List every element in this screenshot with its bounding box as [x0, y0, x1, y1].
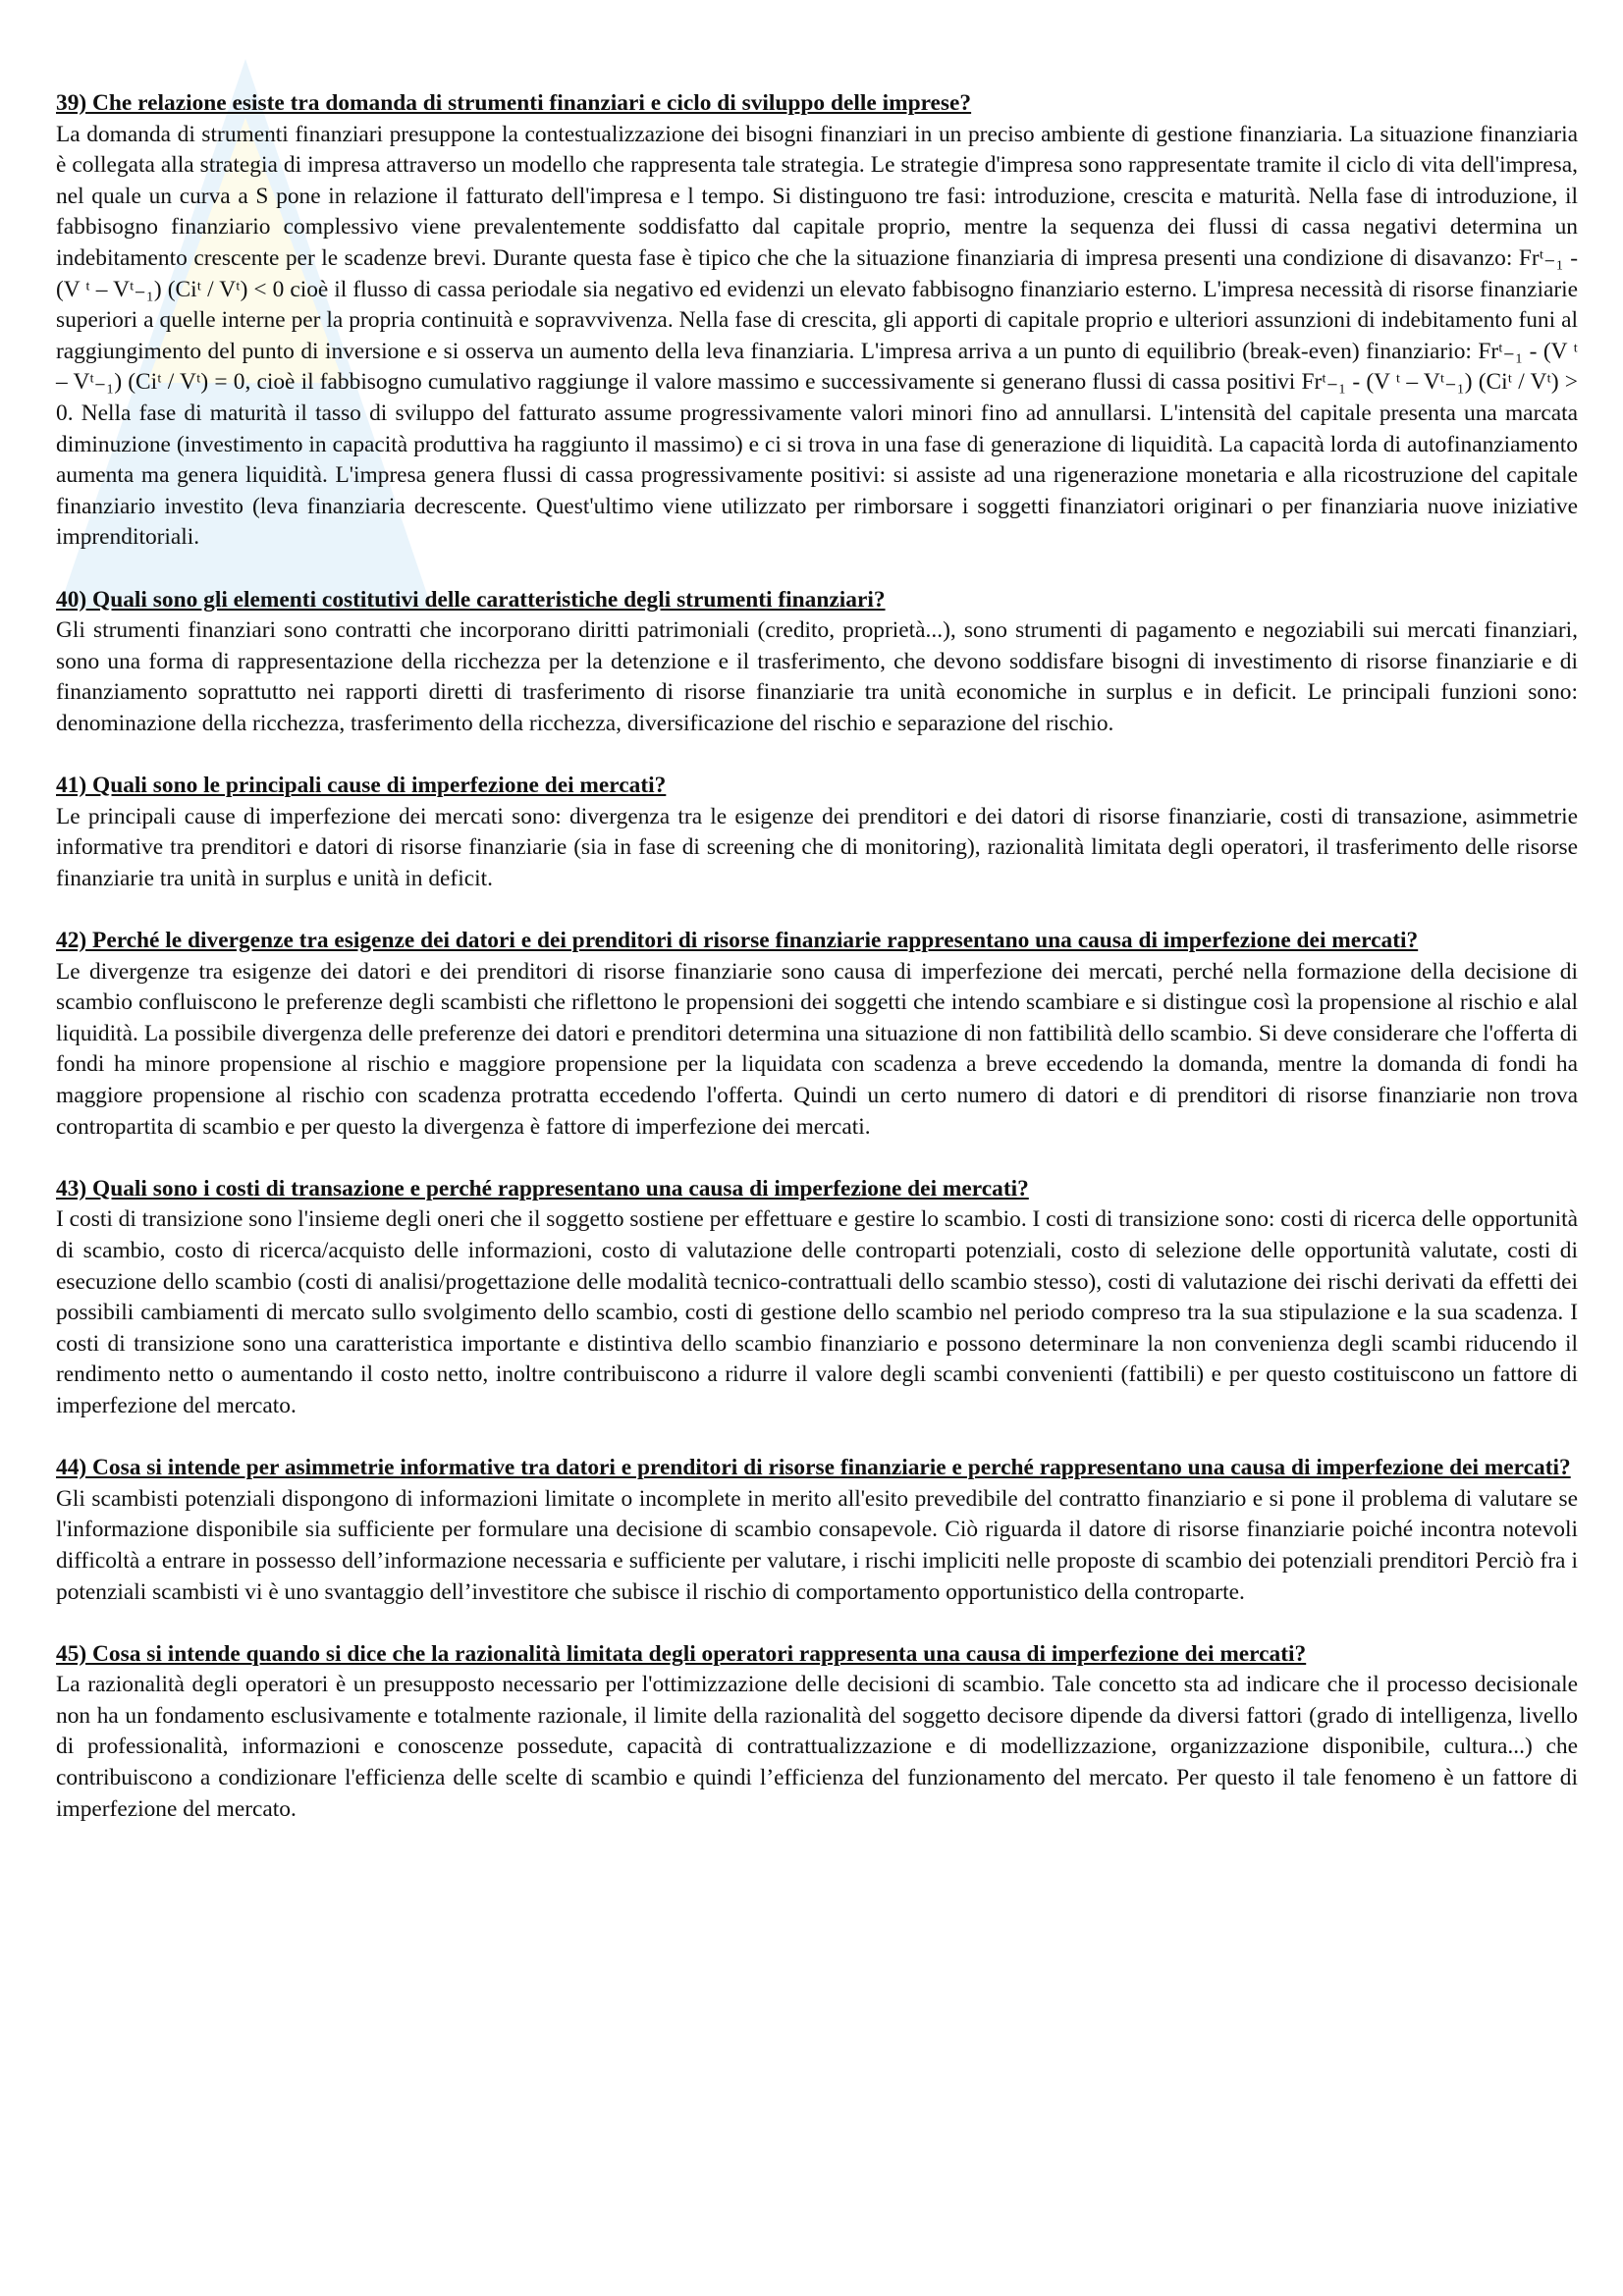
answer-paragraph: Le divergenze tra esigenze dei datori e dei prenditori di risorse finanziarie sono causa di imperfezione dei mercati, perché nella formazione della decisione di scambio confluiscono le preferenze degli scambisti che riflettono le propensioni dei soggetti che intendo scambiare e si distingue così la propensione al rischio e alal liquidità. La possibile divergenza delle preferenze dei datori e prenditori determina una situazione di non fattibilità dello scambio. Si deve considerare che l'offerta di fondi ha minore propensione al rischio e maggiore propensione per la liquidata con scadenza a breve eccedendo la domanda, mentre la domanda di fondi ha maggiore propensione al rischio con scadenza protratta eccedendo l'offerta. Quindi un certo numero di datori e di prenditori di risorse finanziarie non trova contropartita di scambio e per questo la divergenza è fattore di imperfezione dei mercati. [56, 958, 1578, 1140]
question-heading: 45) Cosa si intende quando si dice che la razionalità limitata degli operatori rappresenta una causa di imperfezione dei mercati? [56, 1640, 1307, 1667]
question-heading: 42) Perché le divergenze tra esigenze dei datori e dei prenditori di risorse finanziarie rappresentano una causa di imperfezione dei mercati? [56, 928, 1419, 954]
qa-section-39 [56, 88, 1578, 554]
answer-paragraph: La domanda di strumenti finanziari presuppone la contestualizzazione dei bisogni finanziari in un preciso ambiente di gestione finanziaria. La situazione finanziaria è collegata alla strategia di impresa attraverso un modello che rappresenta tale strategia. Le strategie d'impresa sono rappresentate tramite il ciclo di vita dell'impresa, nel quale un curva a S pone in relazione il fatturato dell'impresa e l tempo. Si distinguono tre fasi: introduzione, crescita e maturità. Nella fase di introduzione, il fabbisogno finanziario complessivo viene prevalentemente soddisfatto dal capitale proprio, mentre la sequenza dei flussi di cassa negativi determina un indebitamento crescente per le scadenze brevi. Durante questa fase è tipico che che la situazione finanziaria di impresa presenti una condizione di disavanzo: Frᵗ₋₁ - (V ᵗ – Vᵗ₋₁) (Ciᵗ / Vᵗ) < 0 cioè il flusso di cassa periodale sia negativo ed evidenzi un elevato fabbisogno finanziario esterno. L'impresa necessità di risorse finanziarie superiori a quelle interne per la propria continuità e sopravvivenza. Nella fase di crescita, gli apporti di capitale proprio e ulteriori assunzioni di indebitamento funi al raggiungimento del punto di inversione e si osserva un aumento della leva finanziaria. L'impresa arriva a un punto di equilibrio (break-even) finanziario: Frᵗ₋₁ - (V ᵗ – Vᵗ₋₁) (Ciᵗ / Vᵗ) = 0, cioè il fabbisogno cumulativo raggiunge il valore massimo e successivamente si generano flussi di cassa positivi Frᵗ₋₁ - (V ᵗ – Vᵗ₋₁) (Ciᵗ / Vᵗ) > 0. Nella fase di maturità il tasso di sviluppo del fatturato assume progressivamente valori minori fino ad annullarsi. L'intensità del capitale presenta una marcata diminuzione (investimento in capacità produttiva ha raggiunto il massimo) e ci si trova in una fase di generazione di liquidità. La capacità lorda di autofinanziamento aumenta ma genera liquidità. L'impresa genera flussi di cassa progressivamente positivi: si assiste ad una rigenerazione monetaria e alla ricostruzione del capitale finanziario investito (leva finanziaria decrescente. Quest'ultimo viene utilizzato per rimborsare i soggetti finanziatori originari o per finanziaria nuove iniziative imprenditoriali. [56, 121, 1578, 551]
question-heading: 44) Cosa si intende per asimmetrie informative tra datori e prenditori di risorse finanziarie e perché rappresentano una causa di imperfezione dei mercati? [56, 1455, 1571, 1481]
document-page [56, 88, 1578, 1856]
answer-paragraph: I costi di transizione sono l'insieme degli oneri che il soggetto sostiene per effettuare e gestire lo scambio. I costi di transizione sono: costi di ricerca delle opportunità di scambio, costo di ricerca/acquisto delle informazioni, costo di valutazione delle controparti potenziali, costo di selezione delle opportunità valutate, costi di esecuzione dello scambio (costi di analisi/progettazione delle modalità tecnico-contrattuali dello scambio stesso), costi di valutazione dei rischi derivati da effetti dei possibili cambiamenti di mercato sullo svolgimento dello scambio, costi di gestione dello scambio nel periodo compreso tra la sua stipulazione e la sua scadenza. I costi di transizione sono una caratteristica importante e distintiva dello scambio finanziario e possono determinare la non convenienza degli scambi riducendo il rendimento netto o aumentando il costo netto, inoltre contribuiscono a ridurre il valore degli scambi convenienti (fattibili) e per questo costituiscono un fattore di imperfezione del mercato. [56, 1206, 1578, 1418]
qa-section-43 [56, 1174, 1578, 1422]
answer-paragraph: La razionalità degli operatori è un presupposto necessario per l'ottimizzazione delle decisioni di scambio. Tale concetto sta ad indicare che il processo decisionale non ha un fondamento esclusivamente e totalmente razionale, il limite della razionalità del soggetto decisore dipende da diversi fattori (grado di intelligenza, livello di professionalità, informazioni e conoscenze possedute, capacità di contrattualizzazione e di modellizzazione, organizzazione disponibile, cultura...) che contribuiscono a condizionare l'efficienza delle scelte di scambio e quindi l’efficienza del funzionamento del mercato. Per questo il tale fenomeno è un fattore di imperfezione del mercato. [56, 1672, 1578, 1822]
question-heading: 43) Quali sono i costi di transazione e perché rappresentano una causa di imperfezione dei mercati? [56, 1175, 1029, 1201]
qa-section-45 [56, 1639, 1578, 1826]
answer-paragraph: Le principali cause di imperfezione dei mercati sono: divergenza tra le esigenze dei prenditori e dei datori di risorse finanziarie, costi di transazione, asimmetrie informative tra prenditori e datori di risorse finanziarie (sia in fase di screening che di monitoring), razionalità limitata degli operatori, il trasferimento delle risorse finanziarie tra unità in surplus e unità in deficit. [56, 803, 1578, 891]
qa-section-44 [56, 1453, 1578, 1608]
qa-section-41 [56, 771, 1578, 894]
answer-paragraph: Gli strumenti finanziari sono contratti che incorporano diritti patrimoniali (credito, proprietà...), sono strumenti di pagamento e negoziabili sui mercati finanziari, sono una forma di rappresentazione della ricchezza per la detenzione e il trasferimento, che devono soddisfare bisogni di investimento di risorse finanziarie e di finanziamento soprattutto nei rapporti diretti di trasferimento di risorse finanziarie tra unità economiche in surplus e in deficit. Le principali funzioni sono: denominazione della ricchezza, trasferimento della ricchezza, diversificazione del rischio e separazione del rischio. [56, 617, 1578, 736]
qa-section-42 [56, 926, 1578, 1143]
answer-paragraph: Gli scambisti potenziali dispongono di informazioni limitate o incomplete in merito all'esito prevedibile del contratto finanziario e si pone il problema di valutare se l'informazione disponibile sia sufficiente per formulare una decisione di scambio consapevole. Ciò riguarda il datore di risorse finanziarie poiché incontra notevoli difficoltà a entrare in possesso dell’informazione necessaria e sufficiente per valutare, i rischi impliciti nelle proposte di scambio dei potenziali prenditori Perciò fra i potenziali scambisti vi è uno svantaggio dell’investitore che subisce il rischio di comportamento opportunistico della controparte. [56, 1485, 1578, 1605]
question-heading: 40) Quali sono gli elementi costitutivi delle caratteristiche degli strumenti finanziari? [56, 586, 886, 613]
qa-section-40 [56, 585, 1578, 740]
question-heading: 39) Che relazione esiste tra domanda di strumenti finanziari e ciclo di sviluppo delle imprese? [56, 90, 972, 116]
question-heading: 41) Quali sono le principali cause di imperfezione dei mercati? [56, 773, 667, 799]
